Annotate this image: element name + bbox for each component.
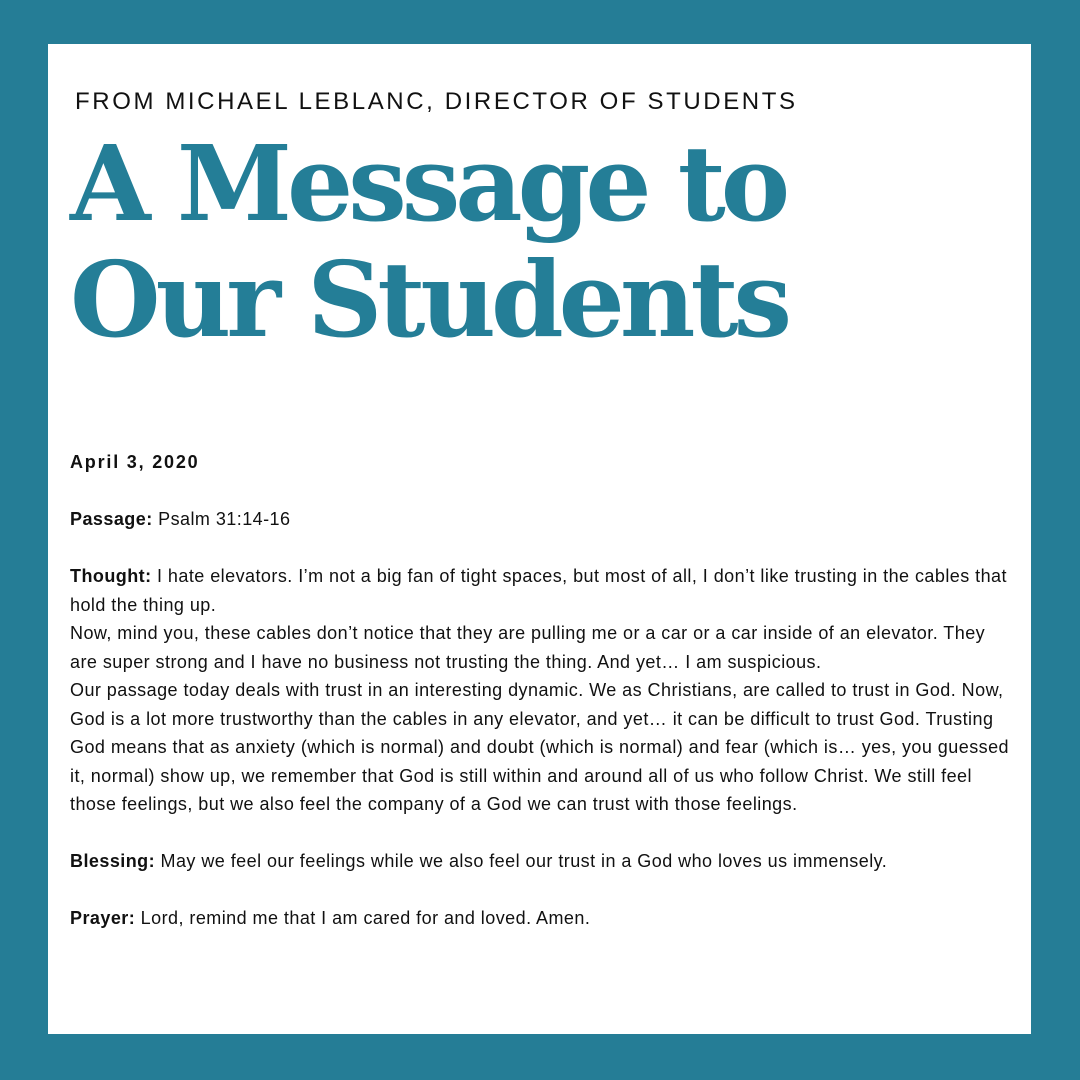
blessing-label: Blessing:: [70, 851, 156, 871]
passage-label: Passage:: [70, 509, 153, 529]
message-body: [70, 448, 1010, 933]
passage-paragraph: [70, 505, 1010, 534]
thought-text-1: I hate elevators. I’m not a big fan of tight spaces, but most of all, I don’t like trusting in the cables that hold the thing up.: [70, 566, 1007, 615]
spacer: [70, 819, 1010, 848]
passage-text: Psalm 31:14-16: [152, 509, 291, 529]
prayer-text: Lord, remind me that I am cared for and loved. Amen.: [135, 908, 591, 928]
title-line-2: Our Students: [70, 238, 788, 361]
page-title: [70, 122, 788, 361]
prayer-paragraph: [70, 904, 1010, 933]
thought-paragraph-2: Now, mind you, these cables don’t notice that they are pulling me or a car or a car inside of an elevator. They are super strong and I have no business not trusting the thing. And yet… I am suspicious.: [70, 623, 986, 672]
thought-paragraph-1: [70, 562, 1010, 619]
title-line-1: A Message to: [70, 122, 786, 245]
author-line: FROM MICHAEL LEBLANC, DIRECTOR OF STUDENTS: [75, 88, 798, 115]
thought-paragraph-3: Our passage today deals with trust in an interesting dynamic. We as Christians, are called to trust in God. Now, God is a lot more trustworthy than the cables in any elevator, and yet… it can be difficult to trust God. Trusting God means that as anxiety (which is normal) and doubt (which is normal) and fear (which is… yes, you guessed it, normal) show up, we remember that God is still within and around all of us who follow Christ. We still feel those feelings, but we also feel the company of a God we can trust with those feelings.: [70, 680, 1010, 814]
thought-label: Thought:: [70, 566, 152, 586]
prayer-label: Prayer:: [70, 908, 136, 928]
spacer: [70, 477, 1010, 506]
message-date: April 3, 2020: [70, 452, 200, 472]
spacer: [70, 534, 1010, 563]
spacer: [70, 876, 1010, 905]
message-card: [48, 44, 1031, 1034]
blessing-text: May we feel our feelings while we also feel our trust in a God who loves us immensely.: [155, 851, 888, 871]
blessing-paragraph: [70, 847, 1010, 876]
